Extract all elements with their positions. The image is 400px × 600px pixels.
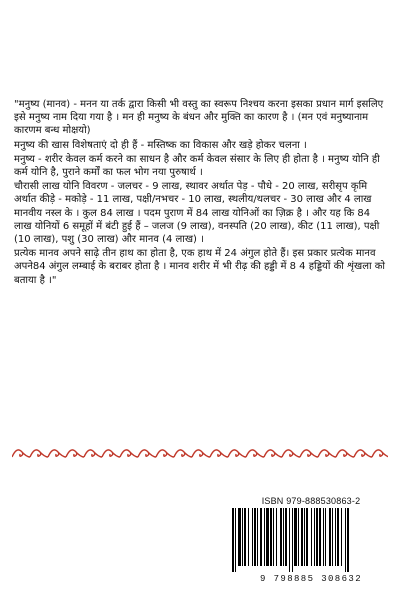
barcode-bar [242, 508, 243, 566]
barcode-bar [232, 508, 234, 572]
barcode-bar [248, 508, 249, 566]
barcode-image [232, 508, 390, 572]
barcode-bar [347, 508, 349, 572]
barcode-bar [335, 508, 336, 566]
barcode-bar [285, 508, 287, 566]
barcode-bar [244, 508, 246, 566]
barcode-bar [304, 508, 305, 566]
barcode-bar [301, 508, 303, 566]
barcode-bar [292, 508, 293, 572]
barcode-bar [316, 508, 318, 566]
wave-border-ornament [12, 444, 388, 462]
barcode-digits: 9 798885 308632 [259, 574, 362, 584]
barcode-bar [325, 508, 326, 566]
barcode-bar [264, 508, 265, 566]
barcode-bar [337, 508, 339, 566]
barcode-bar [266, 508, 269, 566]
barcode-bar [311, 508, 312, 566]
blurb-paragraph-1: "मनुष्य (मानव) - मनन या तर्क द्वारा किसी भी वस्तु का स्वरूप निश्चय करना इसका प्रधान मार्ग इसलिए इसे मनुष्य नाम दिया गया है । मन ही मनुष्य के बंधन और मुक्ति का कारण है । (मन एवं मनुष्यानाम कारणम बन्ध मोक्षयो) [14, 99, 384, 137]
decorative-wave-border [12, 444, 388, 462]
blurb-paragraph-5: प्रत्येक मानव अपने साढ़े तीन हाथ का होता है, एक हाथ में 24 अंगुल होते हैं। इस प्रकार प्रत्येक मानव अपने84 अंगुल लम्बाई के बराबर होता है । मानव शरीर में भी रीढ़ की हड्डी में 8 4 हड्डियों की शृंखला को बताया है ।" [14, 248, 386, 286]
barcode-bar [323, 508, 324, 566]
blurb-paragraph-2: मनुष्य की खास विशेषताएं दो ही हैं - मस्तिष्क का विकास और खड़े होकर चलना । [14, 139, 307, 151]
barcode-bar [329, 508, 331, 566]
blurb-paragraph-4: चौरासी लाख योनि विवरण - जलचर - 9 लाख, स्थावर अर्थात पेड़ - पौधे - 20 लाख, सरीसृप कृमि अर्थात कीड़े - मकोड़े - 11 लाख, पक्षी/नभचर - 10 लाख, स्थलीय/थलचर - 30 लाख और 4 लाख मानवीय नस्ल के । कुल 84 लाख । पदम पुराण में 84 लाख योनिओं का ज़िक्र है । और यह कि 84 लाख योनियों 6 समूहों में बंटी हुई हैं – जलज (9 लाख), वनस्पति (20 लाख), कीट (11 लाख), पक्षी (10 लाख), पशु (30 लाख) और मानव (4 लाख) । [14, 181, 380, 246]
barcode-bar [252, 508, 253, 566]
blurb-paragraph-3: मनुष्य - शरीर केवल कर्म करने का साधन है और कर्म केवल संसार के लिए ही होता है । मनुष्य योनि ही कर्म योनि है, पुराने कर्मों का फल भोग नया पुरुषार्थ । [14, 153, 380, 179]
barcode-bar [341, 508, 342, 566]
barcode-bar [273, 508, 274, 566]
barcode-bar [276, 508, 277, 566]
barcode-bar [319, 508, 321, 566]
barcode-bar [235, 508, 236, 572]
barcode-bar [257, 508, 258, 566]
barcode-bar [238, 508, 241, 566]
barcode-bar [298, 508, 299, 566]
barcode-bar [280, 508, 282, 566]
barcode-bar [314, 508, 315, 566]
barcode-bar [306, 508, 308, 566]
barcode-bar [254, 508, 256, 566]
blurb-text [14, 98, 390, 288]
barcode-bar [283, 508, 284, 566]
barcode-bar [332, 508, 333, 566]
wave-path [12, 450, 388, 457]
barcode-bar [345, 508, 346, 572]
barcode-bar [270, 508, 272, 566]
barcode-panel [226, 494, 396, 590]
barcode-bar [260, 508, 262, 566]
isbn-label: ISBN 979-888530863-2 [261, 496, 361, 506]
barcode-bar [289, 508, 290, 572]
barcode-bar [294, 508, 297, 566]
